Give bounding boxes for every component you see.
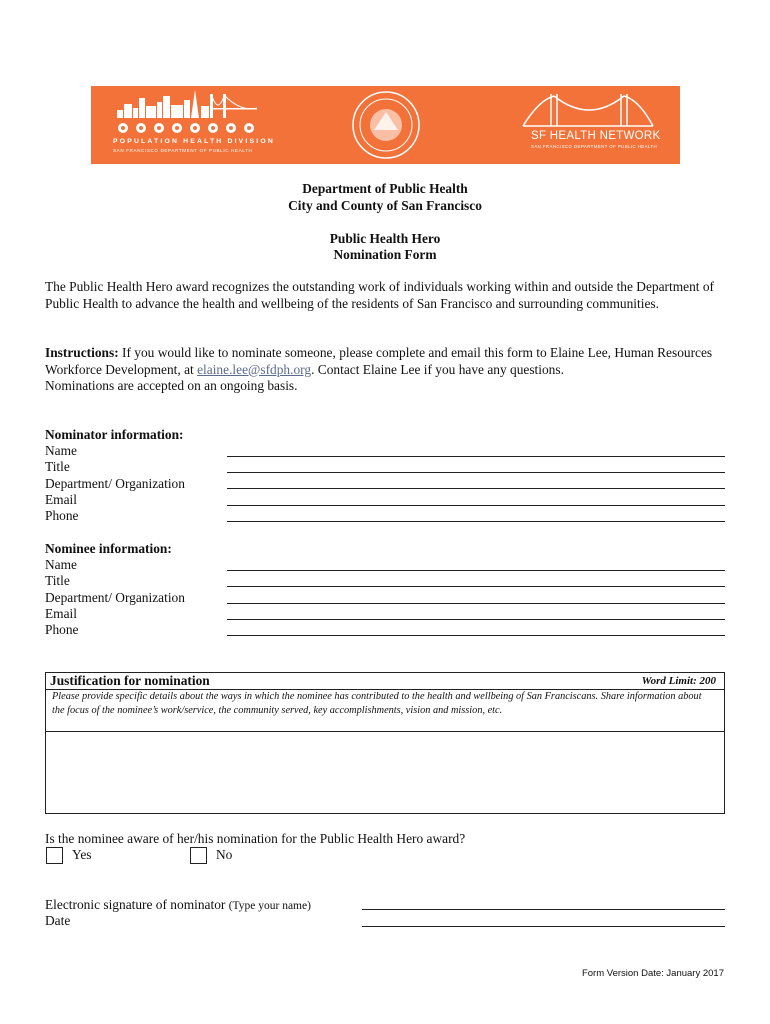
justification-title: Justification for nomination bbox=[50, 673, 210, 688]
nominee-name-label: Name bbox=[45, 557, 77, 572]
nominee-title-label: Title bbox=[45, 573, 70, 588]
intro-paragraph: The Public Health Hero award recognizes the outstanding work of individuals working within and outside the Department of Public Health to advance the health and wellbeing of the residents of San Francisco and surrounding communities. bbox=[45, 279, 714, 311]
yes-checkbox[interactable] bbox=[46, 847, 63, 864]
nominee-email-field[interactable] bbox=[227, 619, 725, 620]
nominee-name-field[interactable] bbox=[227, 570, 725, 571]
signature-hint: (Type your name) bbox=[228, 900, 311, 912]
banner-left-title: POPULATION HEALTH DIVISION bbox=[113, 138, 275, 145]
instructions-text-2: . Contact Elaine Lee if you have any questions. bbox=[311, 361, 564, 377]
date-field[interactable] bbox=[362, 926, 725, 927]
header-banner bbox=[91, 86, 680, 164]
form-subtitle: Nomination Form bbox=[333, 247, 437, 262]
nominator-title-field[interactable] bbox=[227, 472, 725, 473]
nominee-title-field[interactable] bbox=[227, 586, 725, 587]
signature-field[interactable] bbox=[362, 909, 725, 910]
nominee-org-label: Department/ Organization bbox=[45, 590, 185, 605]
nominee-phone-label: Phone bbox=[45, 622, 79, 637]
instructions-text-1: If you would like to nominate someone, please complete and email this form to Elaine Lee, Human Resources Workforce Development, at bbox=[45, 345, 713, 377]
justification-description: Please provide specific details about the ways in which the nominee has contributed to the health and wellbeing of San Franciscans. Share information about the focus of the nominee’s work/service, the community served, key accomplishments, vision and mission, etc. bbox=[46, 690, 724, 732]
nominator-org-field[interactable] bbox=[227, 488, 725, 489]
justification-header bbox=[46, 673, 724, 690]
city-county-line: City and County of San Francisco bbox=[288, 198, 482, 213]
signature-label: Electronic signature of nominator bbox=[45, 897, 226, 912]
signature-label-row bbox=[45, 897, 311, 913]
instructions-label: Instructions: bbox=[45, 345, 119, 360]
skyline-icon bbox=[117, 90, 257, 118]
banner-right-subtitle: SAN FRANCISCO DEPARTMENT OF PUBLIC HEALTH bbox=[531, 144, 658, 149]
date-label: Date bbox=[45, 913, 71, 928]
nominee-heading: Nominee information: bbox=[45, 541, 172, 556]
health-icons bbox=[118, 123, 254, 133]
nominator-org-label: Department/ Organization bbox=[45, 476, 185, 491]
nominator-phone-label: Phone bbox=[45, 508, 79, 523]
justification-box bbox=[45, 672, 725, 814]
instructions-paragraph bbox=[45, 345, 725, 395]
nominator-email-label: Email bbox=[45, 492, 77, 507]
nominator-name-label: Name bbox=[45, 443, 77, 458]
form-version-date: Form Version Date: January 2017 bbox=[581, 968, 724, 979]
ongoing-note: Nominations are accepted on an ongoing basis. bbox=[45, 378, 298, 393]
nominator-email-field[interactable] bbox=[227, 505, 725, 506]
form-title: Public Health Hero bbox=[329, 231, 441, 246]
word-limit: Word Limit: 200 bbox=[641, 675, 716, 687]
awareness-question: Is the nominee aware of her/his nomination for the Public Health Hero award? bbox=[45, 831, 466, 846]
no-checkbox[interactable] bbox=[190, 847, 207, 864]
no-label: No bbox=[216, 847, 233, 862]
nominator-heading: Nominator information: bbox=[45, 427, 184, 442]
department-line: Department of Public Health bbox=[302, 181, 468, 196]
justification-input-area[interactable] bbox=[46, 733, 724, 813]
yes-label: Yes bbox=[72, 847, 92, 862]
banner-left-subtitle: SAN FRANCISCO DEPARTMENT OF PUBLIC HEALTH bbox=[113, 148, 253, 153]
banner-right-title: SF HEALTH NETWORK bbox=[531, 130, 661, 142]
nominator-name-field[interactable] bbox=[227, 456, 725, 457]
nominator-title-label: Title bbox=[45, 459, 70, 474]
city-seal-icon bbox=[353, 92, 419, 158]
email-link[interactable]: elaine.lee@sfdph.org bbox=[197, 361, 312, 377]
nominator-phone-field[interactable] bbox=[227, 521, 725, 522]
nominee-org-field[interactable] bbox=[227, 603, 725, 604]
bridge-icon bbox=[523, 94, 653, 126]
nominee-phone-field[interactable] bbox=[227, 635, 725, 636]
nominee-email-label: Email bbox=[45, 606, 77, 621]
